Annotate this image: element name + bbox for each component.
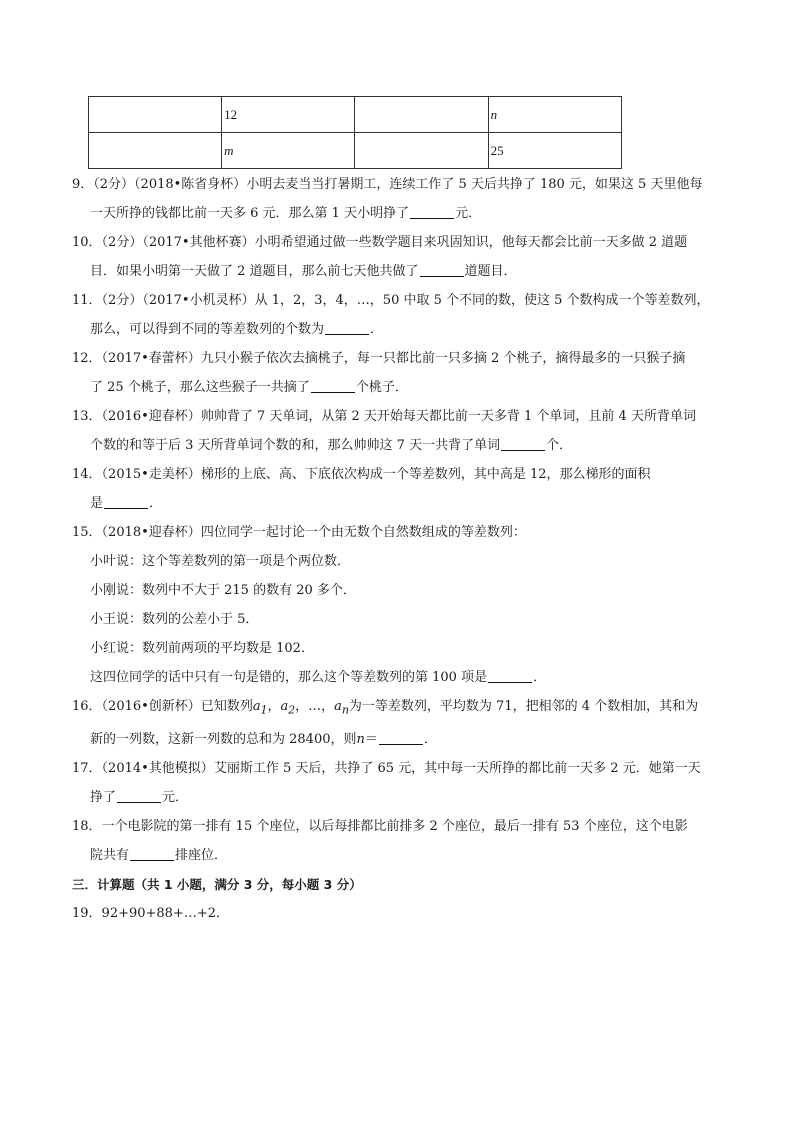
question-text: 小明去麦当当打暑期工，连续工作了 5 天后共挣了 180 元，如果这 5 天里他每 [246,177,703,192]
question-text: 元． [455,206,482,221]
question-16 [72,692,732,754]
question-18 [72,812,732,870]
answer-blank[interactable] [104,494,148,509]
answer-blank[interactable] [311,378,355,393]
question-text: 九只小猴子依次去摘桃子，每一只都比前一只多摘 2 个桃子，摘得最多的一只猴子摘 [200,351,686,366]
equals-sign: ＝ [364,731,378,747]
question-text: ． [423,731,437,747]
answer-blank[interactable] [130,846,174,861]
answer-blank[interactable] [325,320,369,335]
question-text: 目．如果小明第一天做了 2 道题目，那么前七天他共做了 [90,264,419,279]
question-text: 梯形的上底、高、下底依次构成一个等差数列，其中高是 12，那么梯形的面积 [200,467,651,482]
question-list [72,170,732,928]
question-number: 14． [72,467,102,482]
question-10 [72,228,732,286]
question-text: 排座位． [175,847,228,863]
question-text: 道题目． [464,264,517,279]
question-source: （2016•迎春杯） [101,409,201,424]
question-text: 了 25 个桃子，那么这些猴子一共摘了 [90,380,310,395]
table-cell: n [488,97,621,133]
question-text: 是 [90,496,104,511]
question-number: 12． [72,351,102,366]
answer-blank[interactable] [117,788,161,803]
question-12 [72,344,732,402]
question-number: 11． [72,293,102,308]
question-source: （2016•创新杯） [101,699,201,714]
question-text: 元． [162,789,189,805]
question-text: 个数的和等于后 3 天所背单词个数的和，那么帅帅这 7 天一共背了单词 [90,438,501,453]
table-row [89,133,622,169]
question-text: 帅帅背了 7 天单词，从第 2 天开始每天都比前一天多背 1 个单词，且前 4 天所背单词 [200,409,696,424]
question-text: 挣了 [90,789,117,805]
table-cell: 25 [488,133,621,169]
answer-blank[interactable] [410,204,454,219]
question-text: 一个电影院的第一排有 15 个座位，以后每排都比前排多 2 个座位，最后一排有 53 个座位，这个电影 [101,818,688,834]
question-text: 个． [546,438,573,453]
question-source: （2分）（2018•陈省身杯） [93,177,247,192]
question-17 [72,754,732,812]
question-number: 17． [72,760,102,776]
question-text: 个桃子． [355,380,408,395]
question-source: （2015•走美杯） [101,467,201,482]
answer-blank[interactable] [379,730,423,745]
question-text: ． [533,670,547,685]
question-14 [72,460,732,518]
table-row [89,97,622,133]
separator: ， [267,699,281,714]
statement-xiaogang: 小刚说：数列中不大于 215 的数有 20 多个． [90,583,356,598]
question-source: （2分）（2017•其他杯赛） [101,235,255,250]
question-9 [72,170,732,228]
question-text: 艾丽斯工作 5 天后，共挣了 65 元，其中每一天所挣的都比前一天多 2 元．她第一天 [213,760,701,776]
answer-blank[interactable] [488,668,532,683]
section-heading: 三．计算题（共 1 小题，满分 3 分，每小题 3 分） [72,876,362,892]
math-var-n: n [356,731,365,747]
answer-blank[interactable] [420,262,464,277]
question-text: 已知数列 [200,699,253,714]
question-number: 16． [72,699,102,714]
question-text: 这四位同学的话中只有一句是错的，那么这个等差数列的第 100 项是 [90,670,488,685]
question-text: 新的一列数，这新一列数的总和为 28400，则 [90,731,357,747]
question-text: 一天所挣的钱都比前一天多 6 元．那么第 1 天小明挣了 [90,206,410,221]
question-text: ． [370,322,384,337]
question-text: ． [149,496,163,511]
question-text: 从 1，2，3，4，…，50 中取 5 个不同的数，使这 5 个数构成一个等差数列， [254,293,710,308]
table-cell [355,133,488,169]
question-text: 四位同学一起讨论一个由无数个自然数组成的等差数列： [200,525,526,540]
separator: ，…， [295,699,335,714]
question-15 [72,518,732,547]
question-source: （2017•春蕾杯） [101,351,201,366]
statement-xiaowang: 小王说：数列的公差小于 5． [90,612,259,627]
question-19: 19．92+90+88+…+2． [72,905,230,921]
question-13 [72,402,732,460]
question-15-conclusion [72,663,732,692]
answer-blank[interactable] [501,436,545,451]
question-source: （2018•迎春杯） [101,525,201,540]
question-text: 那么，可以得到不同的等差数列的个数为 [90,322,325,337]
question-source: （2014•其他模拟） [101,760,214,776]
question-text: 院共有 [90,847,130,863]
question-text: 小明希望通过做一些数学题目来巩固知识，他每天都会比前一天多做 2 道题 [254,235,688,250]
math-var-a2: $a_2$ [280,699,296,717]
question-number: 15． [72,525,102,540]
question-number: 18． [72,818,102,834]
question-number: 9． [72,177,94,192]
table-cell: m [222,133,355,169]
question-11 [72,286,732,344]
math-var-an: $a_n$ [334,699,349,717]
question-number: 13． [72,409,102,424]
table-cell: 12 [222,97,355,133]
data-table [88,96,622,169]
question-text: 为一等差数列，平均数为 71，把相邻的 4 个数相加，其和为 [348,699,699,714]
table-cell [89,133,222,169]
table-cell [89,97,222,133]
question-number: 10． [72,235,102,250]
question-source: （2分）（2017•小机灵杯） [101,293,255,308]
math-var-a1: $a_1$ [252,699,268,717]
statement-xiaoye: 小叶说：这个等差数列的第一项是个两位数． [90,554,351,569]
statement-xiaohong: 小红说：数列前两项的平均数是 102． [90,641,314,656]
table-cell [355,97,488,133]
